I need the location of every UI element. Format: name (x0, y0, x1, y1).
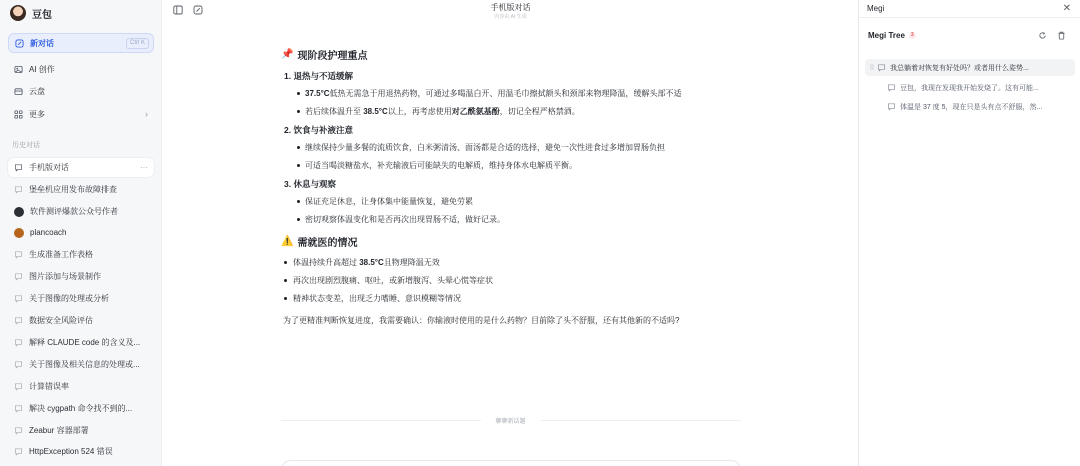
subsection-heading: 3. 休息与观察 (284, 179, 336, 189)
new-chat-button[interactable] (8, 33, 154, 53)
edit-icon (15, 39, 24, 48)
chat-bubble-icon (14, 185, 23, 194)
message-input[interactable] (281, 460, 741, 466)
subsection-heading: 1. 退热与不适缓解 (284, 71, 353, 81)
list-item: 若后续体温升至 38.5°C以上，再考虑使用对乙酰氨基酚，切记全程严格禁酒。 (281, 106, 741, 118)
image-icon (14, 65, 23, 74)
chat-bubble-icon (14, 250, 23, 259)
nav-cloud-drive[interactable] (8, 82, 154, 100)
chat-main (163, 0, 858, 466)
sidebar (0, 0, 162, 466)
tree-count-badge: 3 (910, 32, 914, 38)
chat-bubble-icon (14, 426, 23, 435)
new-topic-label: 聊聊新话题 (495, 419, 526, 425)
bear-avatar-icon (14, 228, 24, 238)
grid-icon (14, 110, 23, 119)
nav-label: AI 创作 (29, 64, 55, 74)
tree-title: Megi Tree 3 (868, 31, 914, 40)
subsection-heading: 2. 饮食与补液注意 (284, 125, 353, 135)
warning-icon: ⚠️ (281, 236, 294, 247)
history-item[interactable] (8, 311, 154, 330)
refresh-icon[interactable] (1038, 31, 1047, 40)
close-icon[interactable]: ✕ (1062, 3, 1071, 14)
megi-panel (858, 0, 1080, 466)
history-item-label: HttpException 524 错误 (29, 447, 113, 456)
list-item: 可适当喝淡糖盐水，补充输液后可能缺失的电解质，维持身体水电解质平衡。 (281, 160, 741, 172)
list-item: 体温持续升高超过 38.5°C且物理降温无效 (281, 257, 741, 269)
history-item-label: 数据安全风险评估 (29, 316, 93, 325)
chat-bubble-icon (14, 294, 23, 303)
assistant-message (281, 47, 741, 327)
history-item[interactable] (8, 158, 154, 177)
history-item[interactable] (8, 223, 154, 242)
history-item[interactable] (8, 180, 154, 199)
history-item[interactable] (8, 421, 154, 440)
history-item-label: 生成准备工作表格 (29, 250, 93, 259)
history-item-label: 手机版对话 (29, 163, 69, 172)
history-item[interactable] (8, 267, 154, 286)
history-item[interactable] (8, 202, 154, 221)
history-item-label: 计算错误率 (29, 382, 69, 391)
cloud-drive-icon (14, 87, 23, 96)
history-item[interactable] (8, 377, 154, 396)
chat-title: 手机版对话 (490, 3, 531, 12)
chat-bubble-icon (14, 360, 23, 369)
history-item-label: 关于图像的处理或分析 (29, 294, 109, 303)
chat-bubble-icon (14, 316, 23, 325)
history-item[interactable] (8, 333, 154, 352)
panel-header (859, 0, 1080, 18)
new-chat-label: 新对话 (30, 38, 54, 48)
history-item[interactable] (8, 245, 154, 264)
history-item-label: 解释 CLAUDE code 的含义及... (29, 338, 141, 347)
list-item: 37.5°C低热无需急于用退热药物，可通过多喝温白开、用温毛巾擦拭额头和颈部来物理降温，缓解头部不适 (281, 88, 741, 100)
brand-name: 豆包 (32, 9, 52, 21)
message-icon (877, 63, 886, 72)
history-item-label: plancoach (30, 228, 67, 237)
list-item: 保证充足休息，让身体集中能量恢复，避免劳累 (281, 196, 741, 208)
chevron-right-icon: › (145, 109, 148, 119)
history-item[interactable] (8, 355, 154, 374)
list-item: 再次出现剧烈腹痛、呕吐，或新增腹泻、头晕心慌等症状 (281, 275, 741, 287)
history-item-label: 关于图像及相关信息的处理或... (29, 360, 140, 369)
tree-item[interactable]: 体温是 37 度 5，现在只是头有点不舒服，然... (887, 98, 1075, 115)
tree-item[interactable]: ⠿ 我总躺着对恢复有好处吗？或者用什么姿势... (865, 59, 1075, 76)
agent-avatar-icon (14, 207, 24, 217)
closing-paragraph: 为了更精准判断恢复进度，我需要确认：你输液时使用的是什么药物？目前除了头不舒服，还有其他新的不适吗? (283, 316, 680, 325)
chat-subtitle: 内容由 AI 生成 (494, 14, 527, 20)
history-item-label: 堡垒机应用发布故障排查 (29, 185, 117, 194)
history-item-label: 解决 cygpath 命令找不到的... (29, 404, 133, 413)
history-item[interactable] (8, 442, 154, 461)
history-section-label: 历史对话 (12, 142, 40, 149)
tree-item[interactable]: 豆包，我现在发现我开始发烧了。这有可能... (887, 79, 1075, 96)
chat-bubble-icon (14, 272, 23, 281)
chat-bubble-icon (14, 404, 23, 413)
trash-icon[interactable] (1057, 31, 1066, 40)
list-item: 精神状态变差，出现乏力嗜睡、意识模糊等情况 (281, 293, 741, 305)
message-icon (887, 102, 896, 111)
history-item-label: Zeabur 容器部署 (29, 426, 89, 435)
nav-ai-create[interactable] (8, 60, 154, 78)
doubao-avatar-icon (10, 5, 26, 21)
history-item-label: 软件测评爆款公众号作者 (30, 207, 118, 216)
chat-bubble-icon (14, 382, 23, 391)
chat-bubble-icon (14, 447, 23, 456)
history-item[interactable] (8, 289, 154, 308)
brand[interactable] (10, 4, 52, 22)
pushpin-icon: 📌 (281, 49, 294, 60)
list-item: 密切观察体温变化和是否再次出现胃肠不适，做好记录。 (281, 214, 741, 226)
message-icon (887, 83, 896, 92)
more-options-icon[interactable]: ··· (140, 163, 148, 172)
chat-bubble-icon (14, 338, 23, 347)
new-chat-shortcut: Ctrl K (126, 38, 149, 49)
history-item-label: 图片添加与场景制作 (29, 272, 101, 281)
panel-title: Megi (867, 4, 885, 13)
section-heading: 📌 现阶段护理重点 (281, 49, 368, 62)
nav-label: 云盘 (29, 86, 45, 96)
history-item[interactable] (8, 399, 154, 418)
list-item: 继续保持少量多餐的流质饮食，白米粥清汤、面汤都是合适的选择，避免一次性进食过多增加胃肠负担 (281, 142, 741, 154)
nav-label: 更多 (29, 109, 45, 119)
section-heading: ⚠️ 需就医的情况 (281, 236, 358, 249)
chat-bubble-icon (14, 163, 23, 172)
drag-handle-icon[interactable]: ⠿ (869, 64, 875, 72)
nav-more[interactable] (8, 105, 154, 123)
